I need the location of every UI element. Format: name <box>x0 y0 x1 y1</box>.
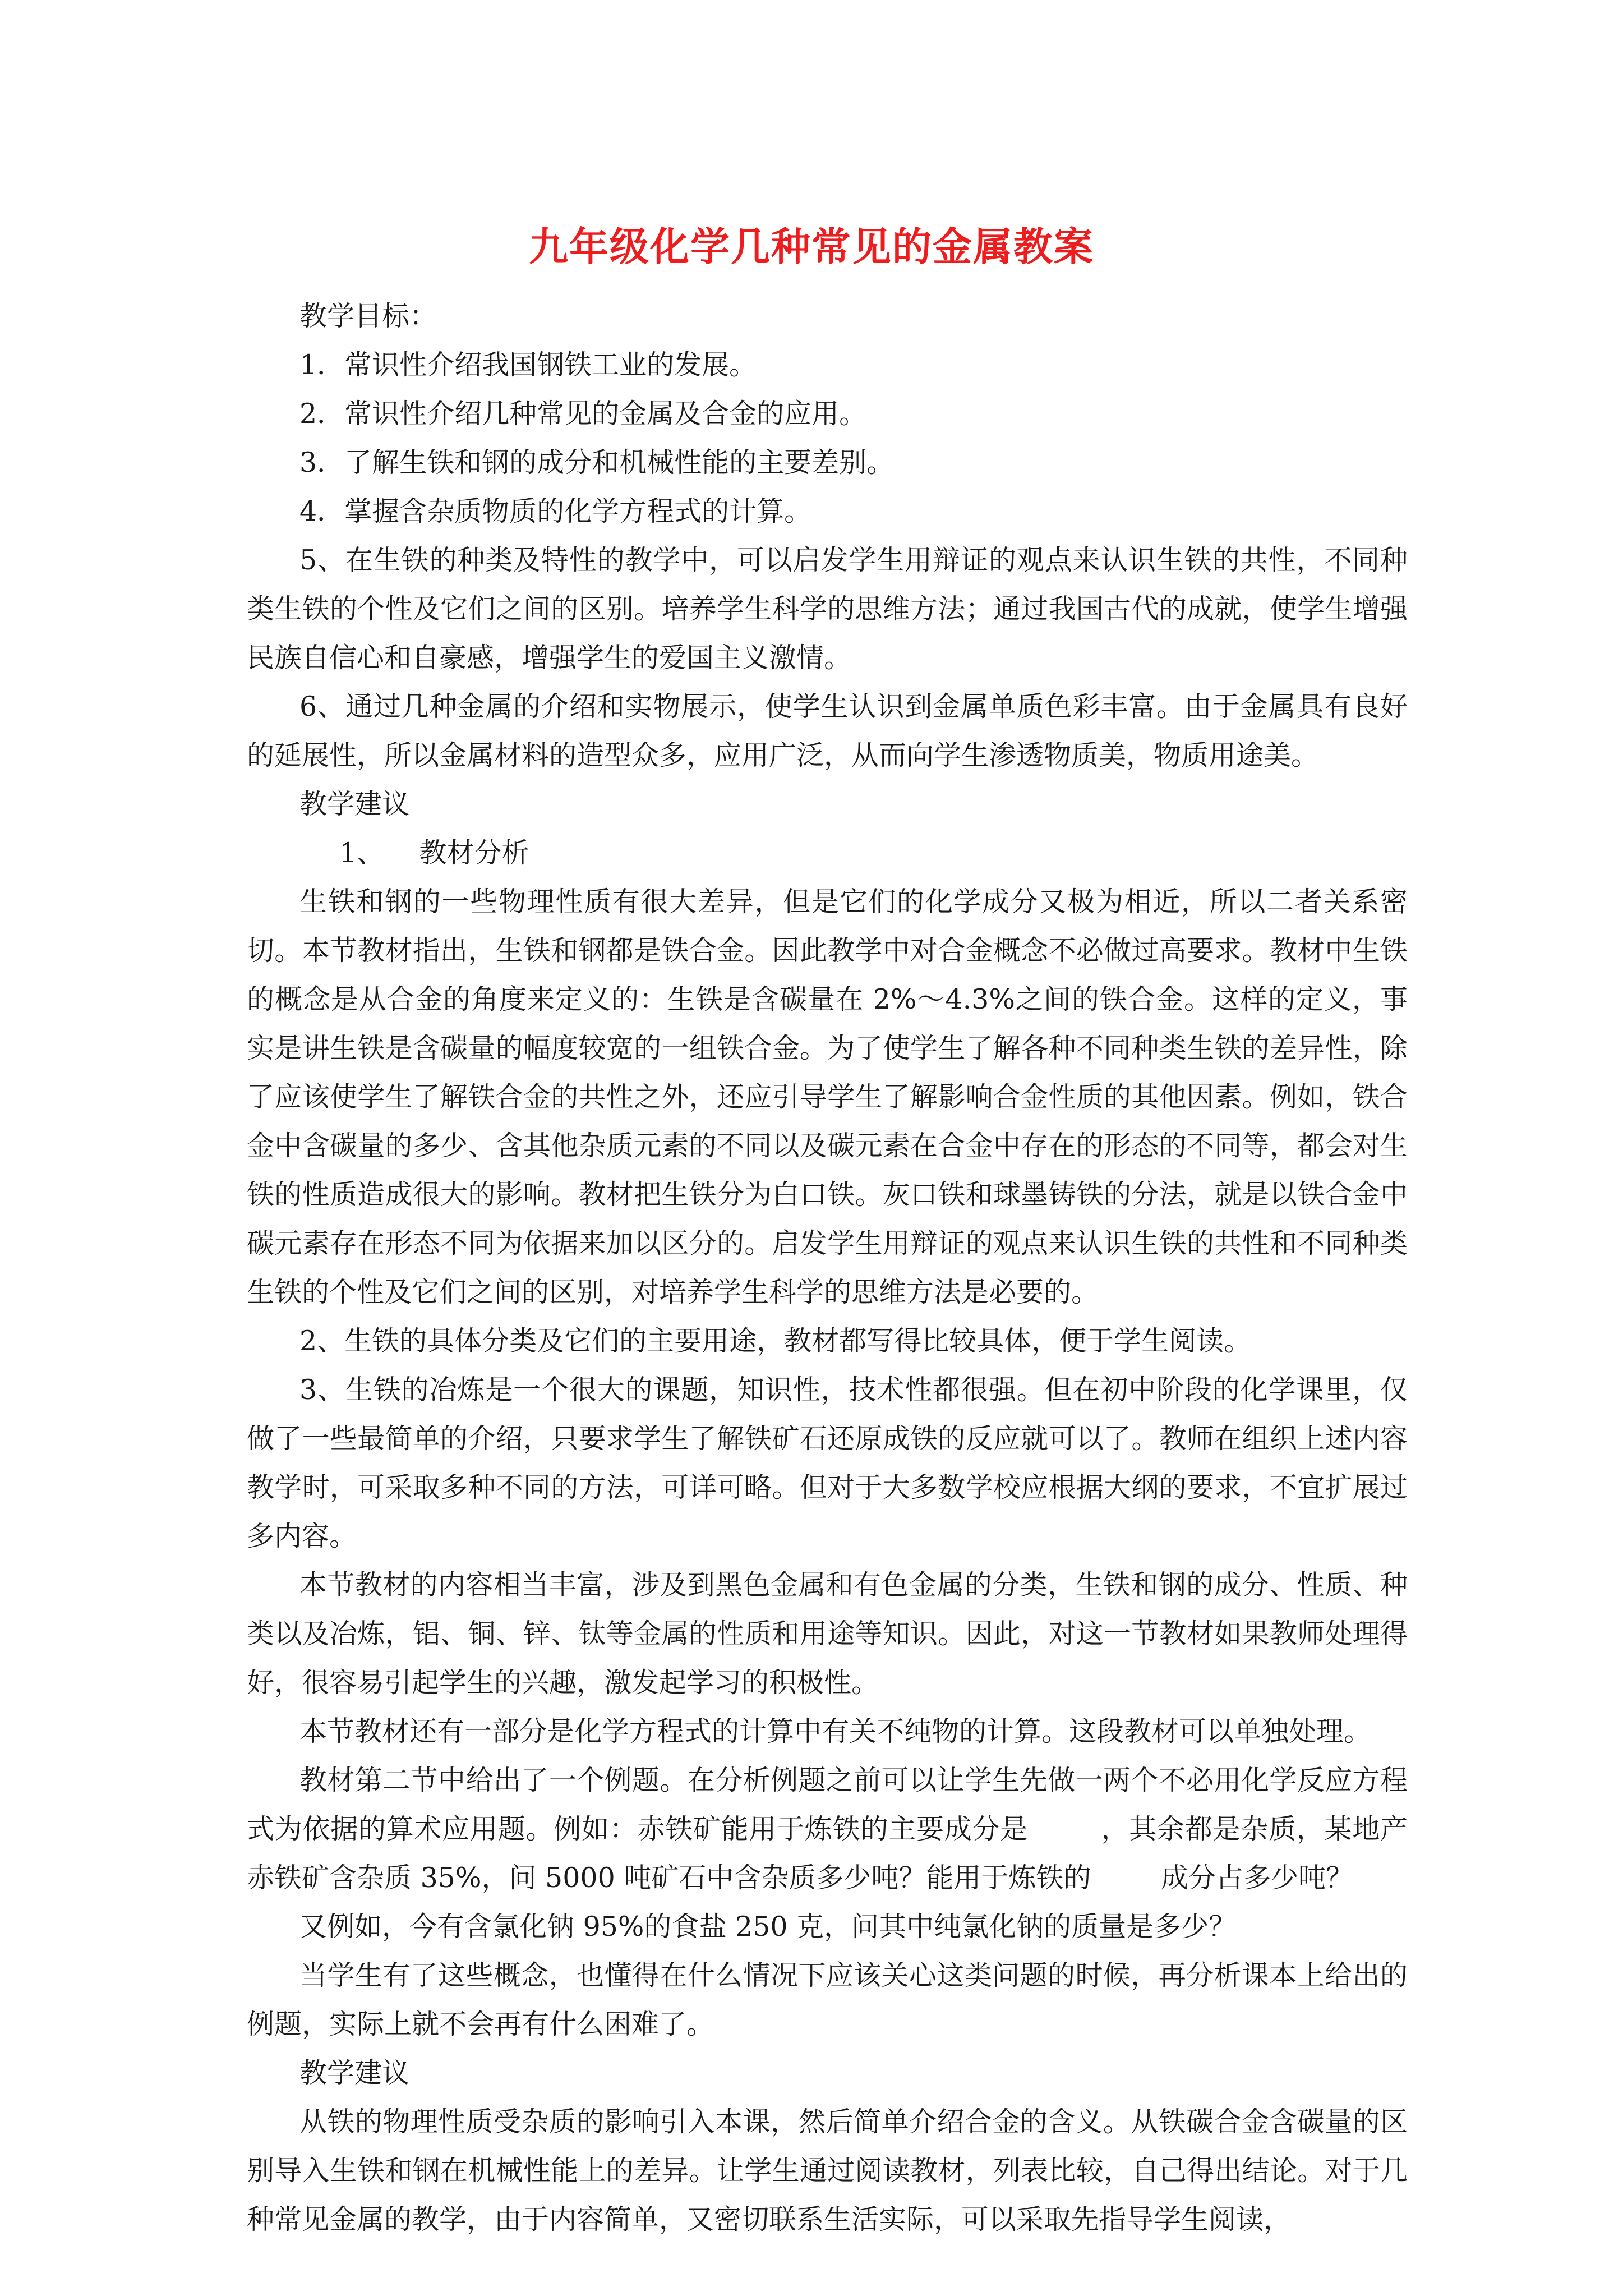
objective-item-3: 3．了解生铁和钢的成分和机械性能的主要差别。 <box>299 447 895 478</box>
objective-item-5: 5、在生铁的种类及特性的教学中，可以启发学生用辩证的观点来认识生铁的共性，不同种类生铁的个性及它们之间的区别。培养学生科学的思维方法；通过我国古代的成就，使学生增强民族自信心和自豪感，增强学生的爱国主义激情。 <box>247 544 1408 674</box>
paragraph-classification: 2、生铁的具体分类及它们的主要用途，教材都写得比较具体，便于学生阅读。 <box>299 1325 1252 1357</box>
objective-item-6: 6、通过几种金属的介绍和实物展示，使学生认识到金属单质色彩丰富。由于金属具有良好的延展性，所以金属材料的造型众多，应用广泛，从而向学生渗透物质美，物质用途美。 <box>247 691 1408 771</box>
section-heading-suggestions-2: 教学建议 <box>299 2057 410 2089</box>
paragraph-concepts: 当学生有了这些概念，也懂得在什么情况下应该关心这类问题的时候，再分析课本上给出的例题，实际上就不会再有什么困难了。 <box>247 1959 1408 2040</box>
paragraph-impurity-calc: 本节教材还有一部分是化学方程式的计算中有关不纯物的计算。这段教材可以单独处理。 <box>299 1715 1372 1747</box>
document-body <box>247 292 1408 2244</box>
paragraph-example-problem: 教材第二节中给出了一个例题。在分析例题之前可以让学生先做一两个不必用化学反应方程式为依据的算术应用题。例如：赤铁矿能用于炼铁的主要成分是 ，其余都是杂质，某地产赤铁矿含杂质 35%，问 5000 吨矿石中含杂质多少吨？能用于炼铁的 成分占多少吨？ <box>247 1764 1408 1894</box>
paragraph-teaching-approach: 从铁的物理性质受杂质的影响引入本课，然后简单介绍合金的含义。从铁碳合金含碳量的区别导入生铁和钢在机械性能上的差异。让学生通过阅读教材，列表比较，自己得出结论。对于几种常见金属的教学，由于内容简单，又密切联系生活实际，可以采取先指导学生阅读， <box>247 2106 1408 2235</box>
paragraph-smelting: 3、生铁的冶炼是一个很大的课题，知识性，技术性都很强。但在初中阶段的化学课里，仅做了一些最简单的介绍，只要求学生了解铁矿石还原成铁的反应就可以了。教师在组织上述内容教学时，可采取多种不同的方法，可详可略。但对于大多数学校应根据大纲的要求，不宜扩展过多内容。 <box>247 1374 1408 1552</box>
paragraph-material-analysis: 生铁和钢的一些物理性质有很大差异，但是它们的化学成分又极为相近，所以二者关系密切。本节教材指出，生铁和钢都是铁合金。因此教学中对合金概念不必做过高要求。教材中生铁的概念是从合金的角度来定义的：生铁是含碳量在 2%～4.3%之间的铁合金。这样的定义，事实是讲生铁是含碳量的幅度较宽的一组铁合金。为了使学生了解各种不同种类生铁的差异性，除了应该使学生了解铁合金的共性之外，还应引导学生了解影响合金性质的其他因素。例如，铁合金中含碳量的多少、含其他杂质元素的不同以及碳元素在合金中存在的形态的不同等，都会对生铁的性质造成很大的影响。教材把生铁分为白口铁。灰口铁和球墨铸铁的分法，就是以铁合金中碳元素存在形态不同为依据来加以区分的。启发学生用辩证的观点来认识生铁的共性和不同种类生铁的个性及它们之间的区别，对培养学生科学的思维方法是必要的。 <box>247 886 1408 1308</box>
objective-item-4: 4．掌握含杂质物质的化学方程式的计算。 <box>299 495 812 527</box>
paragraph-content-richness: 本节教材的内容相当丰富，涉及到黑色金属和有色金属的分类，生铁和钢的成分、性质、种类以及冶炼，铝、铜、锌、钛等金属的性质和用途等知识。因此，对这一节教材如果教师处理得好，很容易引起学生的兴趣，激发起学习的积极性。 <box>247 1569 1408 1699</box>
paragraph-example-salt: 又例如，今有含氯化钠 95%的食盐 250 克，问其中纯氯化钠的质量是多少？ <box>299 1911 1237 1943</box>
section-heading-suggestions: 教学建议 <box>299 788 410 820</box>
objective-item-1: 1．常识性介绍我国钢铁工业的发展。 <box>299 349 757 381</box>
subheading-material-analysis: 1、 教材分析 <box>339 837 529 869</box>
page-title: 九年级化学几种常见的金属教案 <box>529 223 1094 270</box>
section-heading-objectives: 教学目标： <box>299 300 437 332</box>
objective-item-2: 2．常识性介绍几种常见的金属及合金的应用。 <box>299 398 867 430</box>
